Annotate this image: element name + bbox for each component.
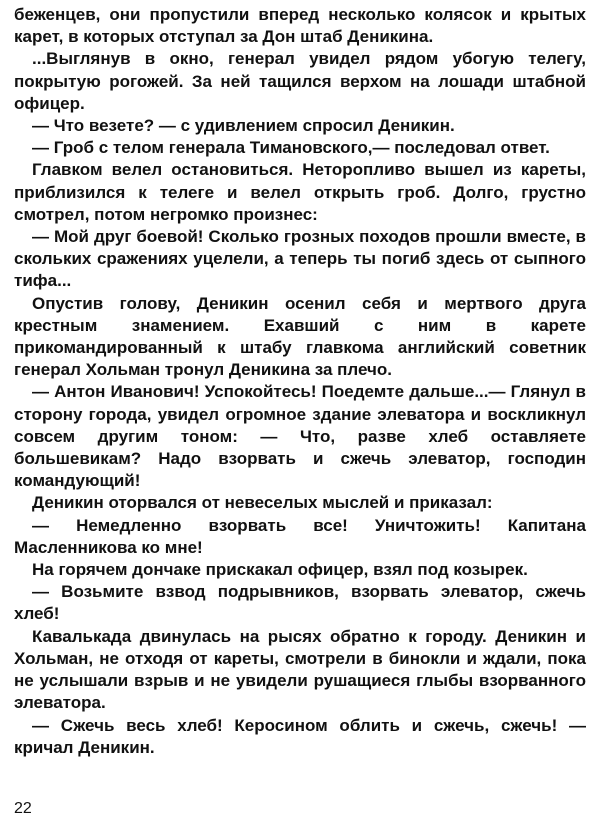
paragraph-6: — Мой друг боевой! Сколько грозных походов прошли вместе, в скольких сражениях уцелели, а теперь ты погиб здесь от сыпного тифа... <box>14 227 586 291</box>
body-text <box>14 4 586 759</box>
paragraph-1: беженцев, они пропустили вперед несколько колясок и крытых карет, в которых отступал за Дон штаб Деникина. <box>14 5 586 47</box>
paragraph-5: Главком велел остановиться. Неторопливо вышел из кареты, приблизился к телеге и велел открыть гроб. Долго, грустно смотрел, потом негромко произнес: <box>14 160 586 224</box>
paragraph-11: На горячем дончаке прискакал офицер, взял под козырек. <box>32 560 528 580</box>
paragraph-7: Опустив голову, Деникин осенил себя и мертвого друга крестным знамением. Ехавший с ним в карете прикомандированный к штабу главкома английский советник генерал Хольман тронул Деникина за плечо. <box>14 293 586 380</box>
paragraph-9: Деникин оторвался от невеселых мыслей и приказал: <box>32 493 493 513</box>
paragraph-12: — Возьмите взвод подрывников, взорвать элеватор, сжечь хлеб! <box>14 582 586 624</box>
paragraph-13: Кавалькада двинулась на рысях обратно к городу. Деникин и Хольман, не отходя от кареты, смотрели в бинокли и ждали, пока не услышали взрыв и не увидели рушащиеся глыбы взорванного элеватора. <box>14 626 586 713</box>
paragraph-14: — Сжечь весь хлеб! Керосином облить и сжечь, сжечь! — кричал Деникин. <box>14 715 586 757</box>
paragraph-10: — Немедленно взорвать все! Уничтожить! Капитана Масленникова ко мне! <box>14 515 586 557</box>
paragraph-3: — Что везете? — с удивлением спросил Деникин. <box>32 116 455 136</box>
paragraph-2: ...Выглянув в окно, генерал увидел рядом убогую телегу, покрытую рогожей. За ней тащился верхом на лошади штабной офицер. <box>14 49 586 113</box>
page-number: 22 <box>14 800 32 817</box>
paragraph-8: — Антон Иванович! Успокойтесь! Поедемте дальше...— Глянул в сторону города, увидел огромное здание элеватора и воскликнул совсем другим тоном: — Что, разве хлеб оставляете большевикам? Надо взорвать и сжечь элеватор, господин командующий! <box>14 382 586 491</box>
paragraph-4: — Гроб с телом генерала Тимановского,— последовал ответ. <box>32 138 550 158</box>
